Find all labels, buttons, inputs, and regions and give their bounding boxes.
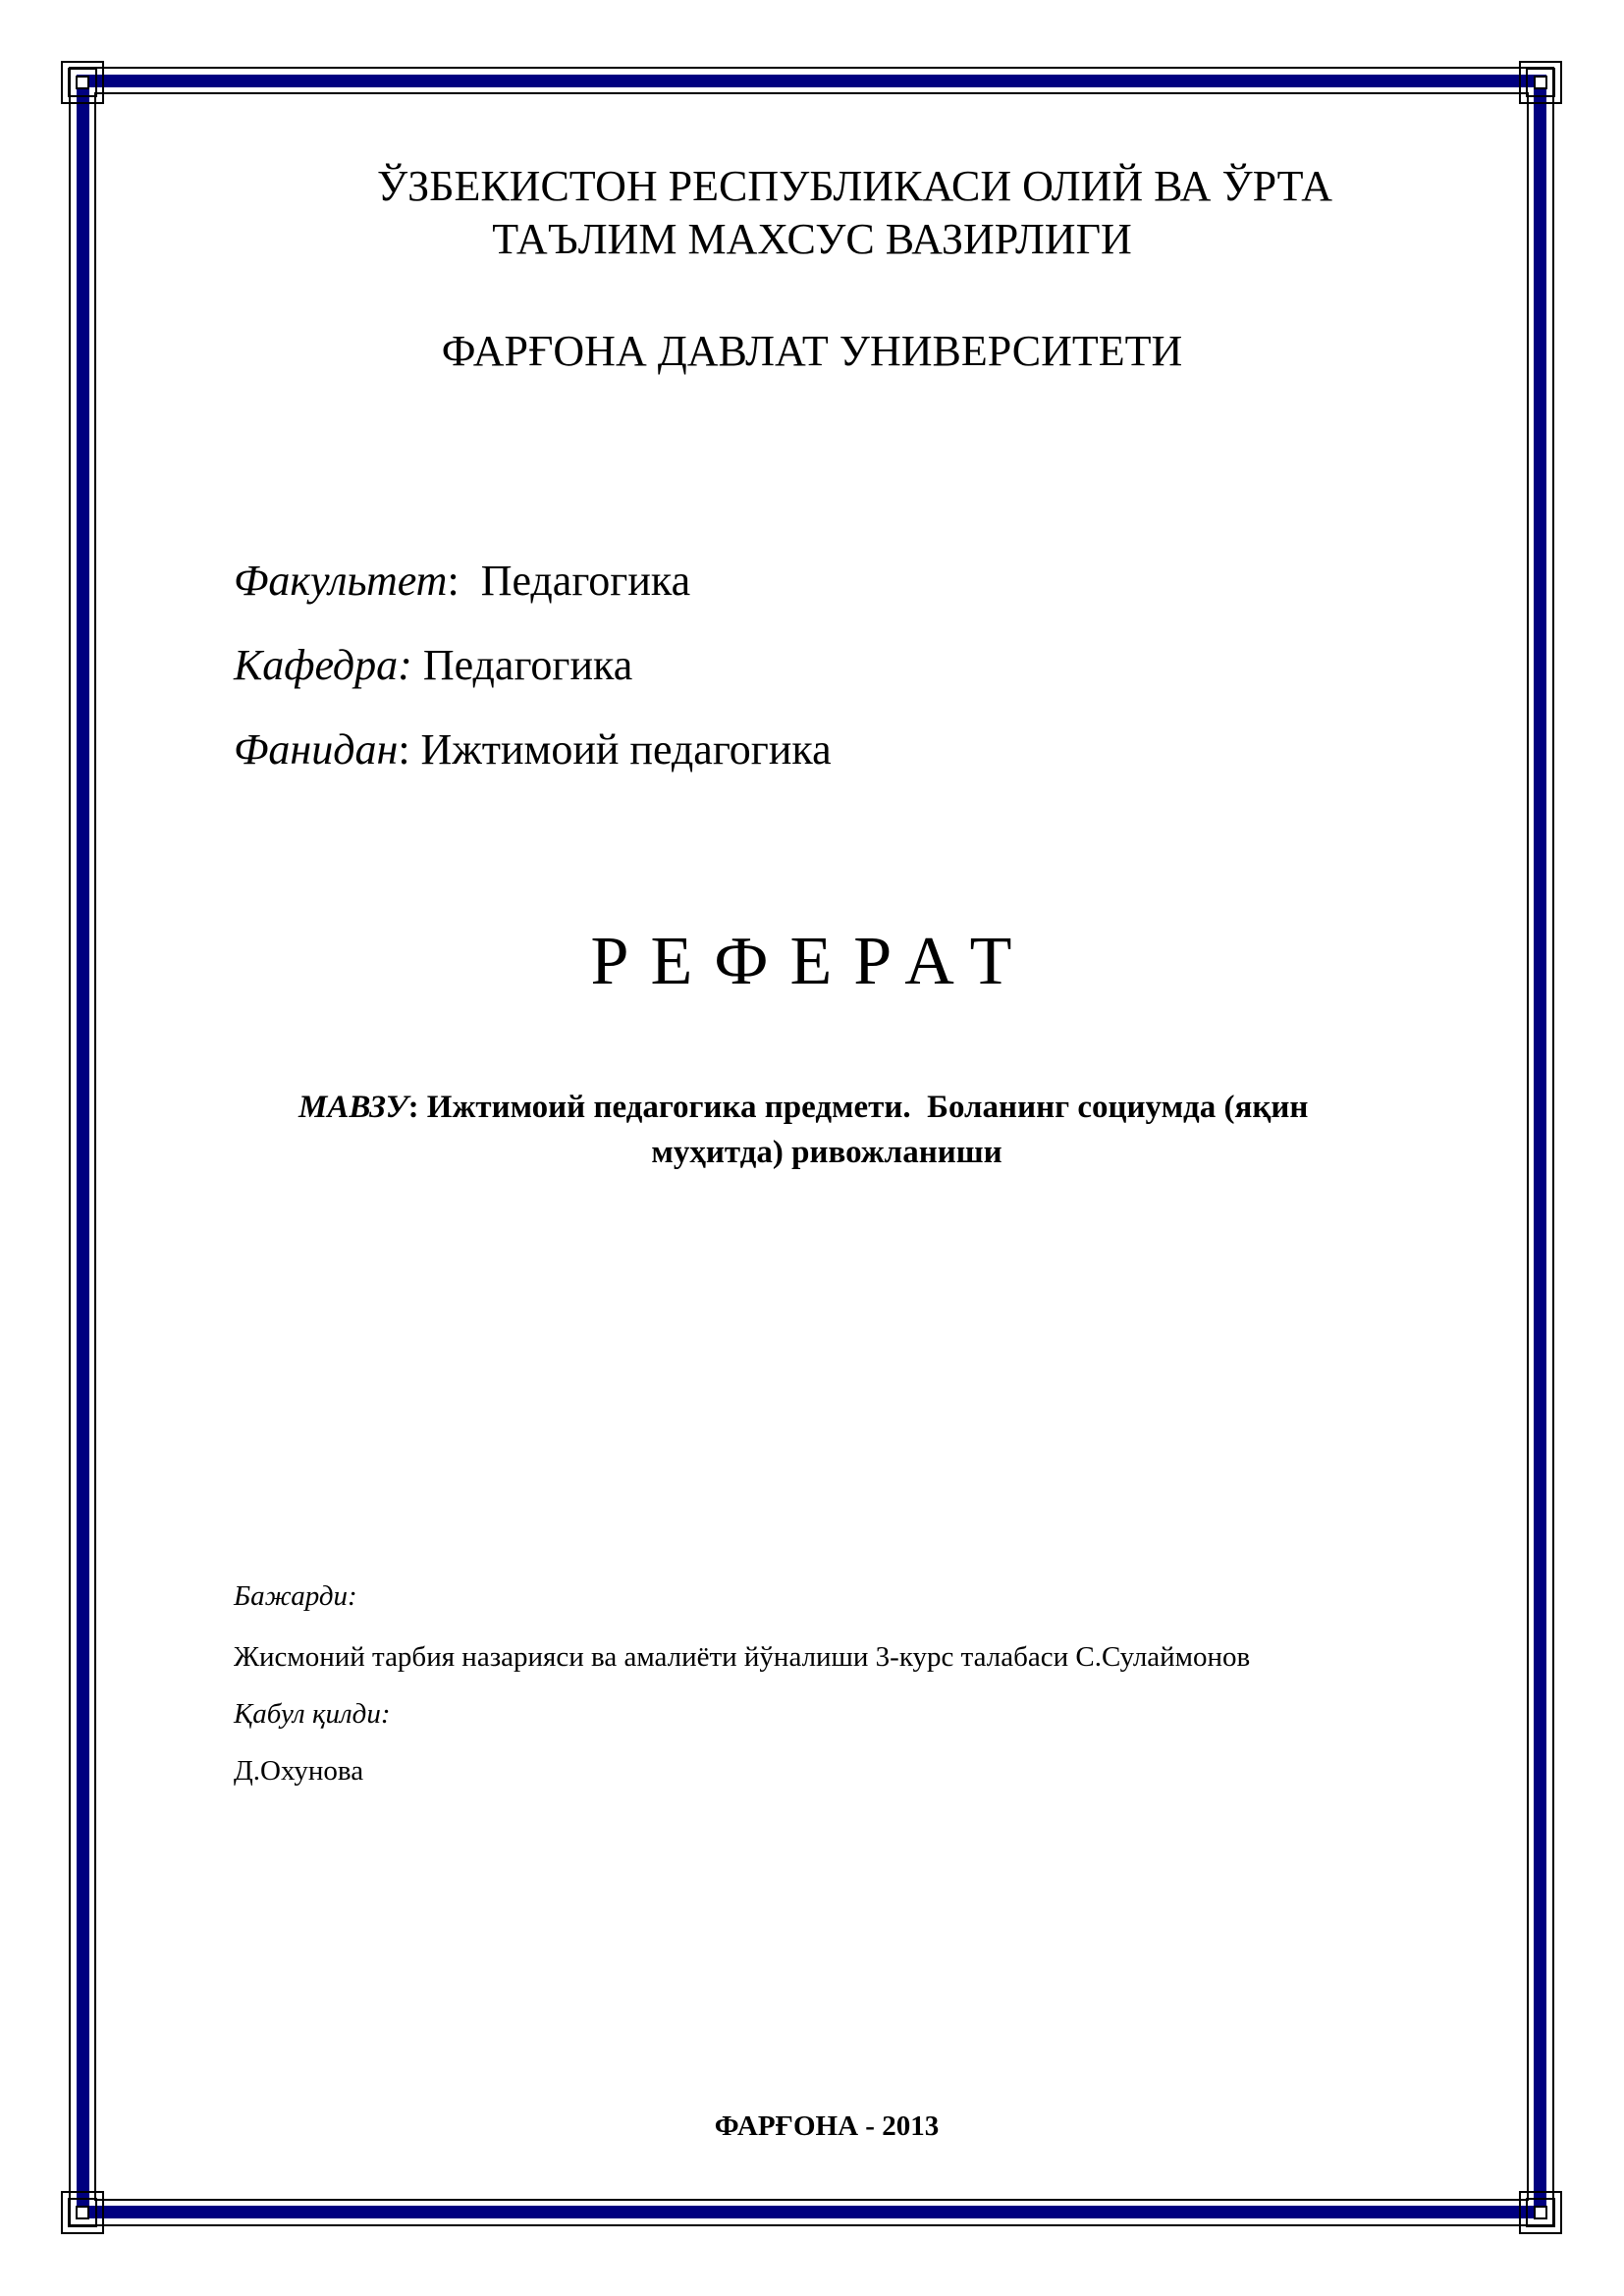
subject-label: Фанидан (234, 725, 399, 774)
faculty-separator: : (447, 557, 481, 605)
university-name: ФАРҒОНА ДАВЛАТ УНИВЕРСИТЕТИ (441, 327, 1183, 375)
frame-corner-ornament-icon (1519, 2191, 1562, 2234)
frame-corner-ornament-icon (61, 61, 104, 104)
frame-corner-ornament-icon (1519, 61, 1562, 104)
document-title: РЕФЕРАТ (590, 924, 1034, 999)
department-label: Кафедра: (234, 641, 412, 689)
subject-line (234, 724, 832, 774)
footer-city-year: ФАРҒОНА - 2013 (714, 2110, 940, 2142)
topic-text-line1: : Ижтимоий педагогика предмети. Боланинг социумда (яқин (407, 1090, 1309, 1125)
subject-value: : Ижтимоий педагогика (398, 725, 832, 774)
ministry-name-line2: ТАЪЛИМ МАХСУС ВАЗИРЛИГИ (492, 215, 1132, 263)
topic-label: МАВЗУ (298, 1090, 408, 1125)
faculty-label: Факультет (234, 557, 448, 605)
accepted-label: Қабул қилди: (234, 1698, 391, 1730)
department-value: Педагогика (411, 641, 633, 689)
performed-label: Бажарди: (234, 1580, 357, 1612)
department-line (234, 640, 632, 690)
topic-text-line2: муҳитда) ривожланиши (651, 1135, 1002, 1170)
accepted-value: Д.Охунова (234, 1755, 364, 1787)
faculty-value: Педагогика (480, 557, 691, 605)
faculty-line (234, 556, 690, 606)
ministry-name-line1: ЎЗБЕКИСТОН РЕСПУБЛИКАСИ ОЛИЙ ВА ЎРТА (377, 162, 1333, 210)
performed-value: Жисмоний тарбия назарияси ва амалиёти йўналиши 3-курс талабаси С.Сулаймонов (234, 1641, 1251, 1673)
topic-line1 (298, 1090, 1308, 1126)
frame-corner-ornament-icon (61, 2191, 104, 2234)
